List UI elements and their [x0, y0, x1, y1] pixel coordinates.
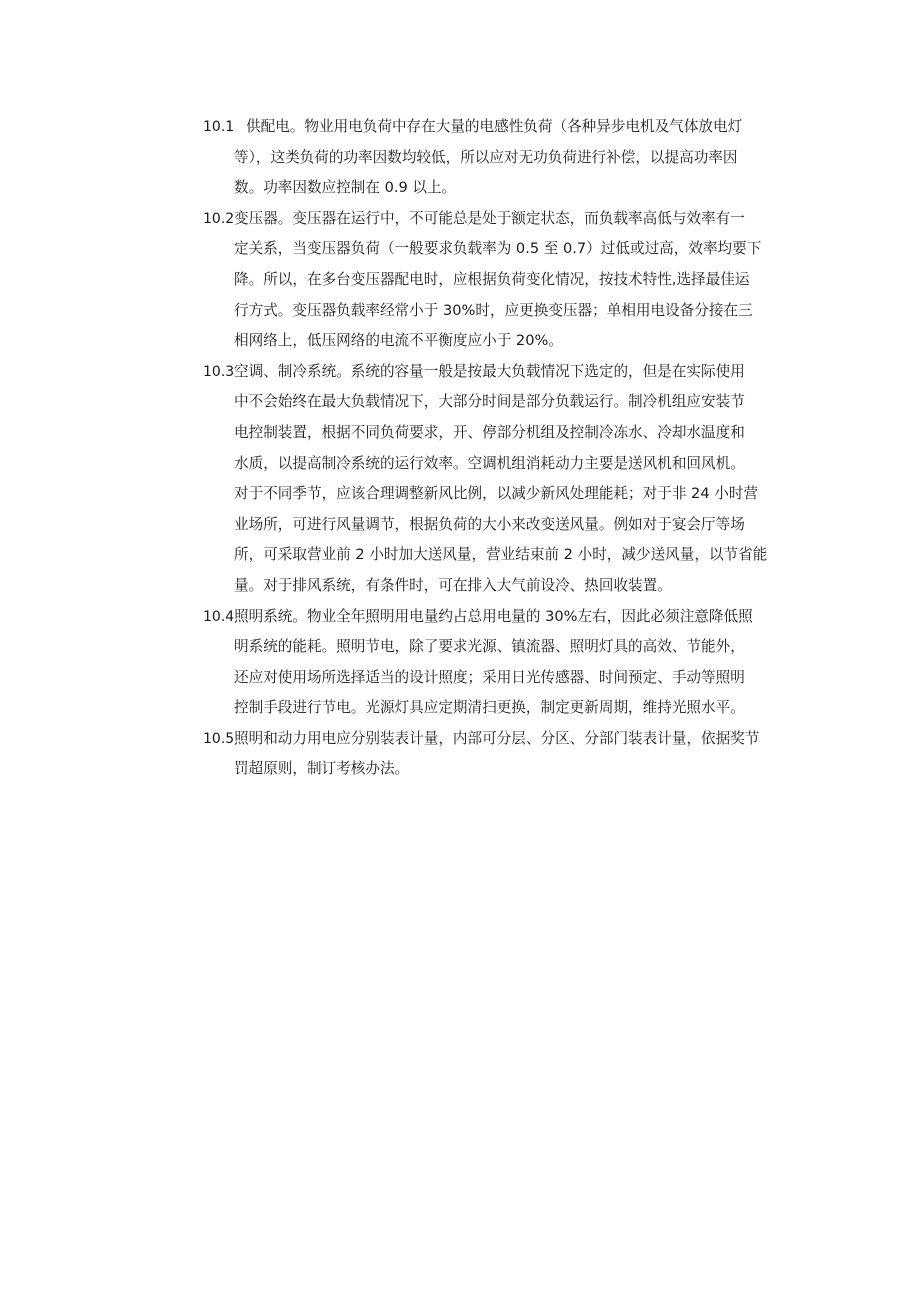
clause-10-5 — [203, 724, 788, 785]
clause-body — [234, 204, 788, 357]
clause-line: 相网络上，低压网络的电流不平衡度应小于 20%。 — [234, 332, 563, 350]
clause-10-1 — [203, 112, 788, 204]
clause-line: 降。所以，在多台变压器配电时，应根据负荷变化情况，按技术特性,选择最佳运 — [234, 270, 750, 288]
clause-body — [234, 357, 788, 602]
clause-line: 对于不同季节，应该合理调整新风比例，以减少新风处理能耗；对于非 24 小时营 — [234, 485, 759, 503]
clause-line: 电控制装置，根据不同负荷要求，开、停部分机组及控制冷冻水、冷却水温度和 — [234, 423, 745, 441]
clause-line: 控制手段进行节电。光源灯具应定期清扫更换，制定更新周期，维持光照水平。 — [234, 699, 745, 717]
clause-line: 所，可采取营业前 2 小时加大送风量，营业结束前 2 小时，减少送风量，以节省能 — [234, 546, 768, 564]
clause-line: 明系统的能耗。照明节电，除了要求光源、镇流器、照明灯具的高效、节能外， — [234, 638, 745, 656]
clause-line: 量。对于排风系统，有条件时，可在排入大气前设冷、热回收装置。 — [234, 576, 672, 594]
clause-line: 供配电。物业用电负荷中存在大量的电感性负荷（各种异步电机及气体放电灯 — [246, 118, 743, 135]
clause-10-3 — [203, 357, 788, 602]
clause-number: 10.5 — [203, 730, 235, 747]
clause-body — [234, 602, 788, 724]
clause-line: 行方式。变压器负载率经常小于 30%时，应更换变压器；单相用电设备分接在三 — [234, 301, 753, 319]
clause-line: 业场所，可进行风量调节，根据负荷的大小来改变送风量。例如对于宴会厅等场 — [234, 515, 745, 533]
clause-line: 中不会始终在最大负载情况下，大部分时间是部分负载运行。制冷机组应安装节 — [234, 393, 745, 411]
clause-number: 10.2 — [203, 210, 235, 227]
clause-line: 变压器。变压器在运行中，不可能总是处于额定状态，而负载率高低与效率有一 — [234, 209, 745, 227]
clause-line: 照明和动力用电应分别装表计量，内部可分层、分区、分部门装表计量，依据奖节 — [234, 729, 760, 747]
clause-line: 空调、制冷系统。系统的容量一般是按最大负载情况下选定的，但是在实际使用 — [234, 362, 745, 380]
clause-number: 10.1 — [203, 119, 235, 135]
clause-body — [234, 112, 788, 204]
clause-body — [234, 724, 788, 785]
clause-10-4 — [203, 602, 788, 724]
clause-line: 定关系，当变压器负荷（一般要求负载率为 0.5 至 0.7）过低或过高，效率均要下 — [234, 240, 762, 258]
clause-list — [203, 112, 788, 785]
clause-line: 照明系统。物业全年照明用电量约占总用电量的 30%左右，因此必须注意降低照 — [234, 607, 753, 625]
clause-10-2 — [203, 204, 788, 357]
clause-line: 水质，以提高制冷系统的运行效率。空调机组消耗动力主要是送风机和回风机。 — [234, 454, 745, 472]
clause-line: 还应对使用场所选择适当的设计照度；采用日光传感器、时间预定、手动等照明 — [234, 668, 745, 686]
clause-number: 10.4 — [203, 608, 235, 625]
clause-line: 罚超原则，制订考核办法。 — [234, 760, 410, 778]
clause-line: 等），这类负荷的功率因数均较低，所以应对无功负荷进行补偿，以提高功率因 — [234, 148, 738, 166]
clause-number: 10.3 — [203, 363, 235, 380]
clause-line: 数。功率因数应控制在 0.9 以上。 — [234, 179, 457, 197]
